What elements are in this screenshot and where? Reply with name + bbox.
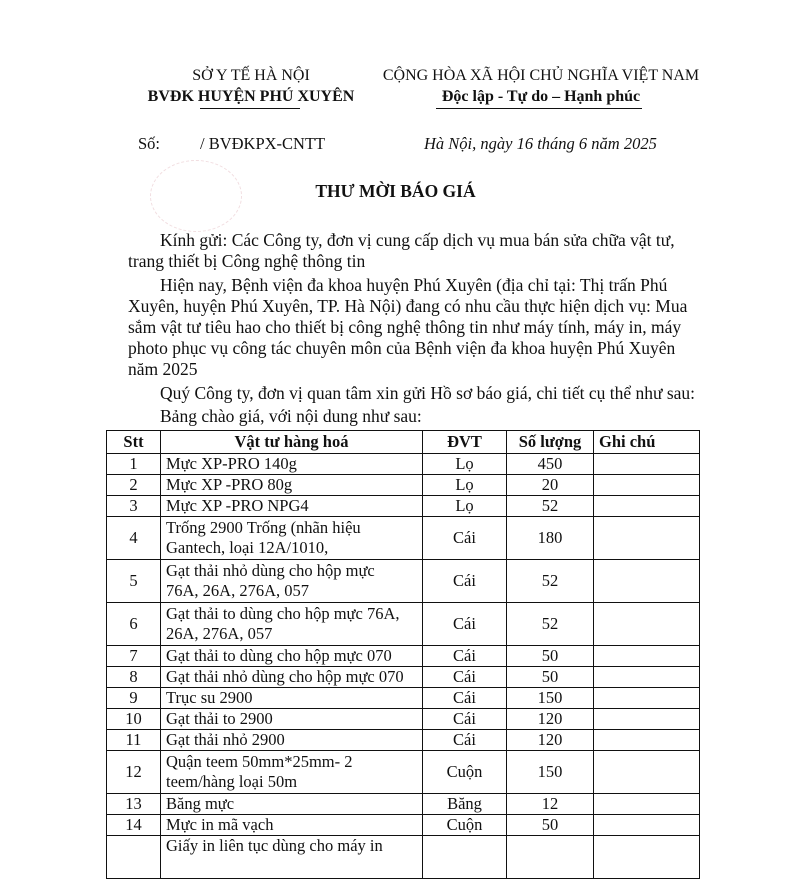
item-line: Giấy in liên tục dùng cho máy in <box>166 836 383 855</box>
item-line: teem/hàng loại 50m <box>166 772 298 791</box>
cell-qty: 180 <box>507 517 594 560</box>
cell-note <box>594 454 700 475</box>
header-stt: Stt <box>107 431 161 454</box>
table-row <box>107 751 700 794</box>
cell-item <box>161 454 423 475</box>
cell-item <box>161 709 423 730</box>
cell-item <box>161 667 423 688</box>
doc-number-value: / BVĐKPX-CNTT <box>200 134 326 153</box>
item-line: Gạt thải nhỏ dùng cho hộp mực <box>166 561 375 580</box>
table-row <box>107 709 700 730</box>
cell-qty: 450 <box>507 454 594 475</box>
request-line: Quý Công ty, đơn vị quan tâm xin gửi Hồ sơ báo giá, chi tiết cụ thể như sau: <box>160 383 696 403</box>
hospital-name: BVĐK HUYỆN PHÚ XUYÊN <box>147 88 355 105</box>
table-row <box>107 454 700 475</box>
cell-qty: 50 <box>507 646 594 667</box>
cell-note <box>594 794 700 815</box>
cell-stt: 4 <box>107 517 161 560</box>
intro-line-2: Xuyên, huyện Phú Xuyên, TP. Hà Nội) đang có nhu cầu thực hiện dịch vụ: Mua <box>128 296 688 316</box>
table-intro: Bảng chào giá, với nội dung như sau: <box>160 406 422 426</box>
item-line: Mực XP -PRO 80g <box>166 475 293 494</box>
intro-line-3: sắm vật tư tiêu hao cho thiết bị công nghệ thông tin như máy tính, máy in, máy <box>128 317 682 337</box>
cell-qty: 20 <box>507 475 594 496</box>
cell-note <box>594 730 700 751</box>
cell-stt <box>107 836 161 879</box>
table-row <box>107 667 700 688</box>
cell-qty: 50 <box>507 815 594 836</box>
item-line: Gạt thải nhỏ 2900 <box>166 730 285 749</box>
cell-note <box>594 475 700 496</box>
item-line: 26A, 276A, 057 <box>166 624 273 643</box>
table-row <box>107 475 700 496</box>
items-table <box>106 430 700 879</box>
doc-number-label: Số: <box>138 134 161 153</box>
table-row <box>107 560 700 603</box>
cell-note <box>594 751 700 794</box>
cell-note <box>594 560 700 603</box>
cell-qty: 12 <box>507 794 594 815</box>
greeting <box>128 230 706 272</box>
document-title: THƯ MỜI BÁO GIÁ <box>315 181 476 201</box>
cell-stt: 1 <box>107 454 161 475</box>
header-item: Vật tư hàng hoá <box>161 431 423 454</box>
intro-line-4: photo phục vụ công tác chuyên môn của Bệnh viện đa khoa huyện Phú Xuyên <box>128 338 676 358</box>
cell-item <box>161 730 423 751</box>
cell-unit: Lọ <box>423 496 507 517</box>
nation-motto-underline <box>436 108 642 109</box>
cell-note <box>594 815 700 836</box>
cell-item <box>161 475 423 496</box>
cell-stt: 9 <box>107 688 161 709</box>
cell-note <box>594 836 700 879</box>
cell-note <box>594 688 700 709</box>
cell-unit: Cái <box>423 560 507 603</box>
table-row <box>107 496 700 517</box>
cell-unit <box>423 836 507 879</box>
table-row <box>107 517 700 560</box>
item-line: Gạt thải to 2900 <box>166 709 273 728</box>
cell-item <box>161 560 423 603</box>
cell-qty: 52 <box>507 560 594 603</box>
cell-unit: Cái <box>423 688 507 709</box>
cell-stt: 14 <box>107 815 161 836</box>
cell-qty: 50 <box>507 667 594 688</box>
cell-note <box>594 646 700 667</box>
cell-stt: 13 <box>107 794 161 815</box>
cell-stt: 3 <box>107 496 161 517</box>
item-line: Gạt thải nhỏ dùng cho hộp mực 070 <box>166 667 404 686</box>
doc-date: Hà Nội, ngày 16 tháng 6 năm 2025 <box>424 134 657 153</box>
cell-note <box>594 496 700 517</box>
cell-stt: 7 <box>107 646 161 667</box>
cell-unit: Cái <box>423 730 507 751</box>
greeting-line-1: Kính gửi: Các Công ty, đơn vị cung cấp dịch vụ mua bán sửa chữa vật tư, <box>160 230 675 250</box>
cell-item <box>161 751 423 794</box>
cell-unit: Cuộn <box>423 751 507 794</box>
hospital-name-underline <box>200 108 300 109</box>
cell-item <box>161 794 423 815</box>
cell-note <box>594 667 700 688</box>
table-row <box>107 688 700 709</box>
cell-note <box>594 709 700 730</box>
cell-unit: Cái <box>423 709 507 730</box>
cell-stt: 6 <box>107 603 161 646</box>
header-unit: ĐVT <box>423 431 507 454</box>
intro-line-1: Hiện nay, Bệnh viện đa khoa huyện Phú Xuyên (địa chỉ tại: Thị trấn Phú <box>160 275 668 295</box>
cell-unit: Lọ <box>423 454 507 475</box>
cell-item <box>161 646 423 667</box>
cell-qty: 52 <box>507 496 594 517</box>
cell-qty: 120 <box>507 730 594 751</box>
cell-unit: Cái <box>423 603 507 646</box>
cell-note <box>594 603 700 646</box>
cell-unit: Cái <box>423 667 507 688</box>
cell-unit: Cái <box>423 517 507 560</box>
table-row <box>107 646 700 667</box>
item-line: Mực in mã vạch <box>166 815 274 834</box>
cell-stt: 5 <box>107 560 161 603</box>
cell-qty <box>507 836 594 879</box>
item-line: 76A, 26A, 276A, 057 <box>166 581 309 600</box>
cell-item <box>161 836 423 879</box>
cell-item <box>161 517 423 560</box>
item-line: Gantech, loại 12A/1010, <box>166 538 329 557</box>
table-header-row <box>107 431 700 454</box>
item-line: Mực XP-PRO 140g <box>166 454 297 473</box>
item-line: Gạt thải to dùng cho hộp mực 070 <box>166 646 392 665</box>
header-note: Ghi chú <box>594 431 700 454</box>
table-row <box>107 603 700 646</box>
cell-qty: 120 <box>507 709 594 730</box>
item-line: Mực XP -PRO NPG4 <box>166 496 309 515</box>
cell-qty: 150 <box>507 688 594 709</box>
item-line: Quận teem 50mm*25mm- 2 <box>166 752 353 771</box>
intro-line-5: năm 2025 <box>128 359 198 379</box>
cell-stt: 10 <box>107 709 161 730</box>
intro-paragraph <box>128 275 706 380</box>
header-qty: Số lượng <box>507 431 594 454</box>
cell-qty: 150 <box>507 751 594 794</box>
cell-stt: 8 <box>107 667 161 688</box>
cell-item <box>161 496 423 517</box>
item-line: Gạt thải to dùng cho hộp mực 76A, <box>166 604 400 623</box>
cell-note <box>594 517 700 560</box>
cell-stt: 12 <box>107 751 161 794</box>
cell-item <box>161 603 423 646</box>
cell-unit: Băng <box>423 794 507 815</box>
nation-motto: Độc lập - Tự do – Hạnh phúc <box>441 88 641 105</box>
item-line: Trục su 2900 <box>166 688 253 707</box>
table-row <box>107 730 700 751</box>
table-row-partial <box>107 836 700 879</box>
cell-unit: Cái <box>423 646 507 667</box>
cell-item <box>161 815 423 836</box>
table-row <box>107 794 700 815</box>
cell-stt: 11 <box>107 730 161 751</box>
cell-unit: Lọ <box>423 475 507 496</box>
nation-name: CỘNG HÒA XÃ HỘI CHỦ NGHĨA VIỆT NAM <box>382 67 700 84</box>
cell-qty: 52 <box>507 603 594 646</box>
cell-item <box>161 688 423 709</box>
table-row <box>107 815 700 836</box>
item-line: Băng mực <box>166 794 235 813</box>
cell-stt: 2 <box>107 475 161 496</box>
cell-unit: Cuộn <box>423 815 507 836</box>
item-line: Trống 2900 Trống (nhãn hiệu <box>166 518 361 537</box>
org-name: SỞ Y TẾ HÀ NỘI <box>192 67 310 84</box>
greeting-line-2: trang thiết bị Công nghệ thông tin <box>128 251 366 271</box>
